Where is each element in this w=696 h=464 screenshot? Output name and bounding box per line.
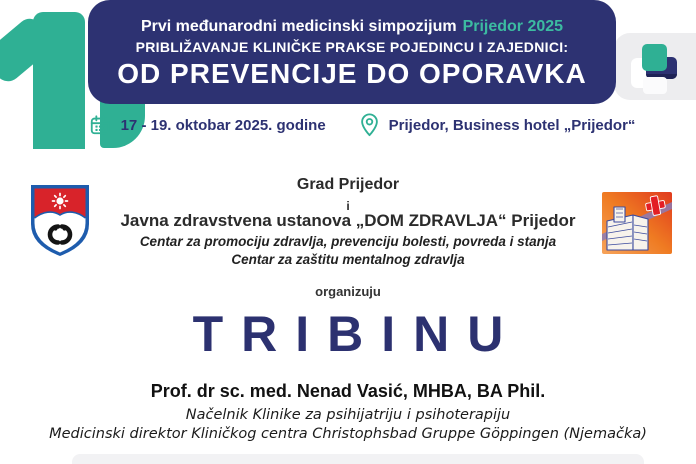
organizer-city: Grad Prijedor	[296, 176, 400, 193]
corner-panel	[614, 33, 696, 100]
banner-title-prefix: Prvi međunarodni medicinski simpozijum	[140, 17, 457, 35]
organizer-center-2: Centar za zaštitu mentalnog zdravlja	[231, 252, 465, 267]
card-teal	[642, 44, 667, 71]
organizer-center-1: Centar za promociju zdravlja, prevenciju bolesti, povreda i stanja	[139, 234, 557, 249]
banner-subtitle: PRIBLIŽAVANJE KLINIČKE PRAKSE POJEDINCU I ZAJEDNICI:	[135, 38, 569, 55]
speaker-name: Prof. dr sc. med. Nenad Vasić, MHBA, BA Phil.	[150, 381, 546, 401]
event-info-row	[88, 109, 636, 141]
event-date: 17 - 19. oktobar 2025. godine	[120, 116, 326, 134]
card-white-bottom	[643, 77, 667, 94]
banner-headline: OD PREVENCIJE DO OPORAVKA	[117, 57, 587, 89]
organize-verb: organizuju	[315, 284, 381, 299]
location-pin-icon	[360, 113, 379, 137]
banner-title-line	[141, 18, 563, 36]
date-item	[89, 114, 326, 136]
organizer-conjunction: i	[346, 199, 350, 213]
event-location: Prijedor, Business hotel „Prijedor“	[388, 116, 636, 134]
speaker-role-1: Načelnik Klinike za psihijatriju i psihoterapiju	[185, 407, 511, 423]
banner-title-accent: Prijedor 2025	[462, 17, 564, 35]
numeral-one-stem	[33, 12, 85, 149]
speaker-role-2: Medicinski direktor Kliničkog centra Christophsbad Gruppe Göppingen (Njemačka)	[49, 426, 647, 442]
bottom-section-edge	[72, 454, 644, 464]
location-item	[360, 113, 636, 137]
event-title: TRIBINU	[192, 306, 522, 362]
calendar-icon	[89, 114, 111, 136]
header-banner	[88, 0, 616, 104]
organizer-institution: Javna zdravstvena ustanova „DOM ZDRAVLJA“ Prijedor	[120, 211, 576, 230]
